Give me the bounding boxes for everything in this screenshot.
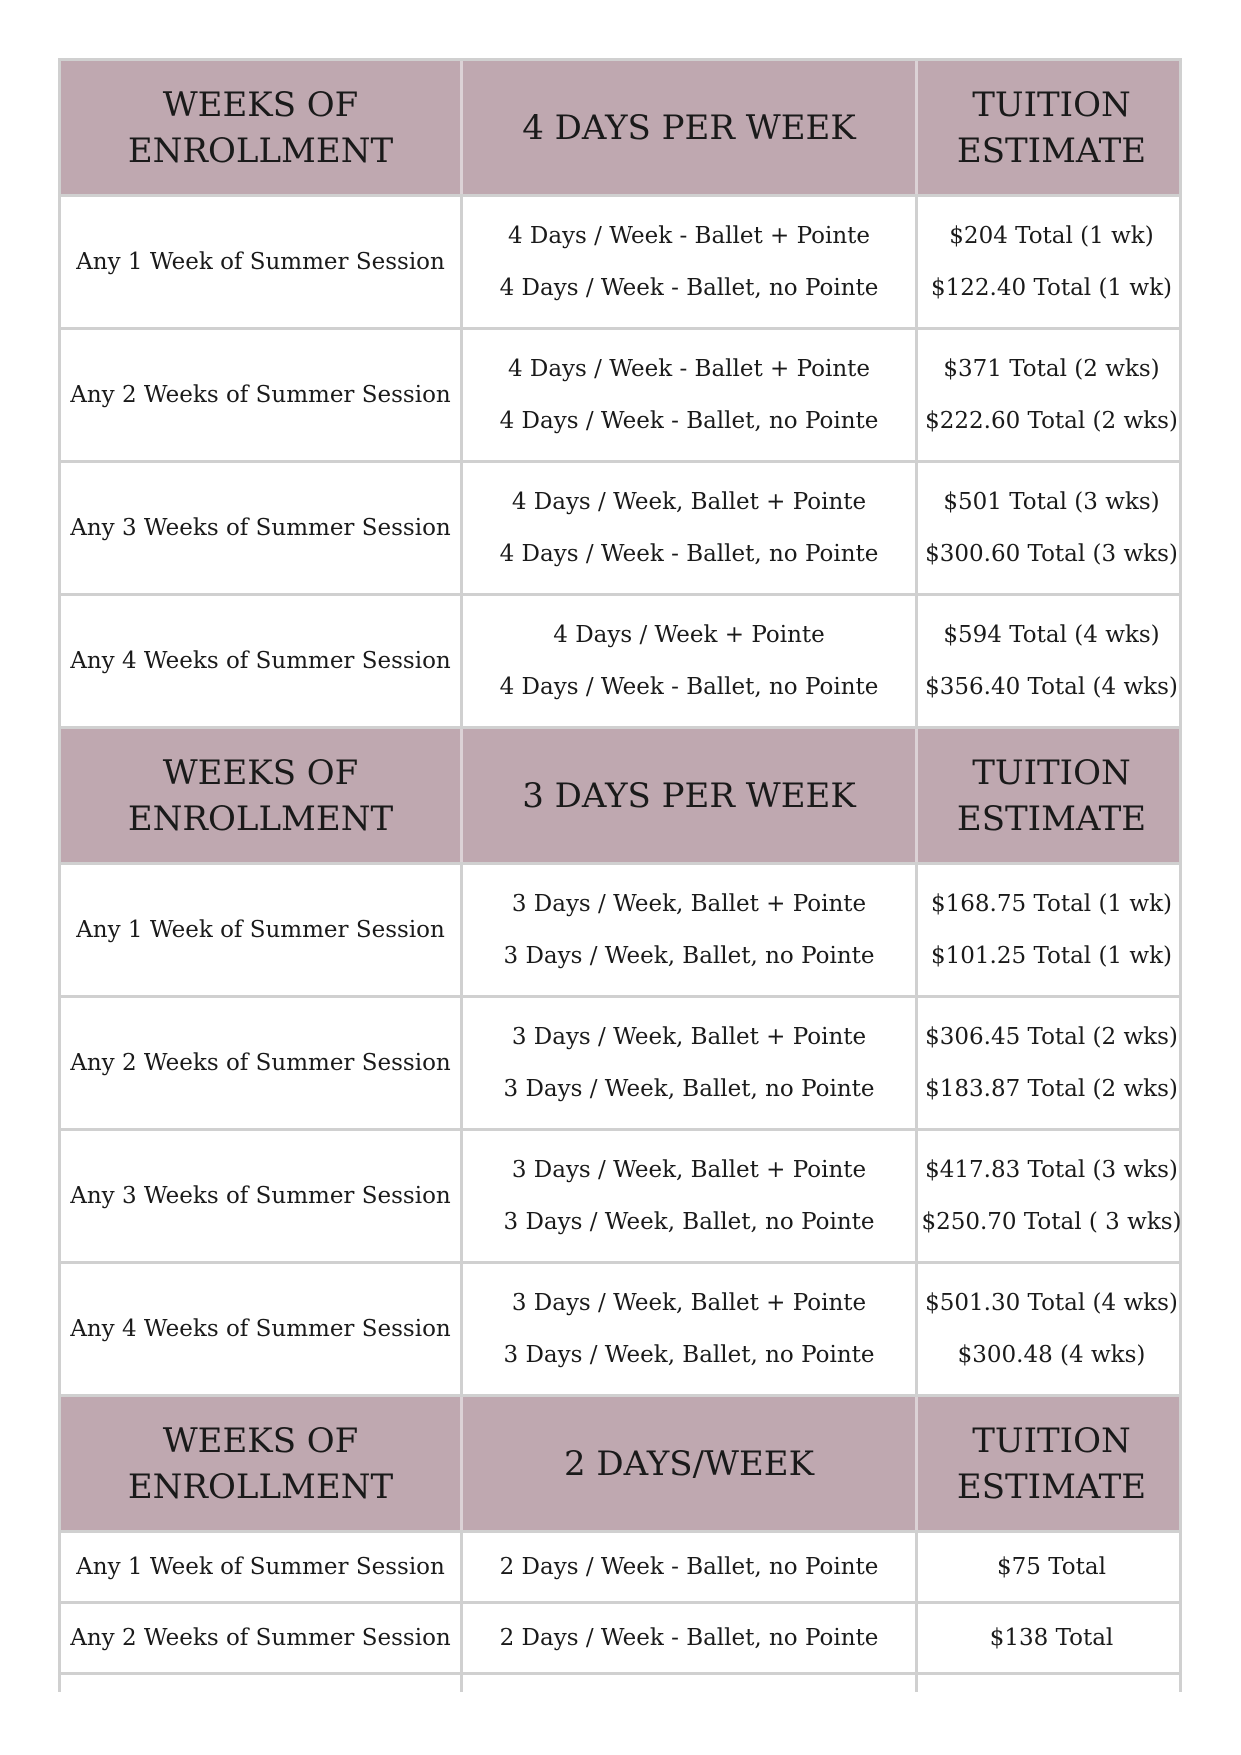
options-cell: 2 Days / Week - Ballet, no Pointe	[460, 1604, 915, 1672]
options-cell: 2 Days / Week - Ballet, no Pointe	[460, 1533, 915, 1601]
options-cell: 4 Days / Week - Ballet + Pointe 4 Days / Week - Ballet, no Pointe	[460, 197, 915, 327]
price-cell: $204 Total (1 wk) $122.40 Total (1 wk)	[915, 197, 1185, 327]
weeks-cell: Any 2 Weeks of Summer Session	[70, 1625, 451, 1651]
table-row	[61, 593, 1179, 726]
header-days: 3 DAYS PER WEEK	[460, 729, 915, 862]
options-cell: 4 Days / Week + Pointe 4 Days / Week - Ballet, no Pointe	[460, 596, 915, 726]
options-cell: 4 Days / Week - Ballet + Pointe 4 Days / Week - Ballet, no Pointe	[460, 330, 915, 460]
table-row	[61, 1128, 1182, 1261]
header-days: 4 DAYS PER WEEK	[460, 61, 915, 194]
weeks-cell: Any 2 Weeks of Summer Session	[70, 1050, 451, 1076]
table-row	[61, 1261, 1179, 1394]
header-tuition: TUITION ESTIMATE	[915, 61, 1185, 194]
options-cell: 4 Days / Week, Ballet + Pointe 4 Days / Week - Ballet, no Pointe	[460, 463, 915, 593]
header-weeks: WEEKS OF ENROLLMENT	[127, 84, 394, 171]
section-3-days	[58, 726, 1182, 1394]
price-cell: $501.30 Total (4 wks) $300.48 (4 wks)	[915, 1264, 1185, 1394]
table-row	[61, 995, 1179, 1128]
header-tuition: TUITION ESTIMATE	[915, 729, 1185, 862]
price-cell: $168.75 Total (1 wk) $101.25 Total (1 wk)	[915, 865, 1185, 995]
table-row	[61, 862, 1179, 995]
table-row-cut-off	[61, 1672, 1179, 1692]
header-row	[61, 58, 1179, 194]
weeks-cell: Any 3 Weeks of Summer Session	[70, 515, 451, 541]
header-weeks: WEEKS OF ENROLLMENT	[127, 752, 394, 839]
weeks-cell: Any 1 Week of Summer Session	[76, 249, 445, 275]
price-cell: $75 Total	[915, 1533, 1185, 1601]
price-cell: $306.45 Total (2 wks) $183.87 Total (2 wks)	[915, 998, 1185, 1128]
weeks-cell: Any 1 Week of Summer Session	[76, 1554, 445, 1580]
table-row	[61, 460, 1179, 593]
table-row	[61, 1601, 1179, 1672]
price-cell: $594 Total (4 wks) $356.40 Total (4 wks)	[915, 596, 1185, 726]
options-cell: 3 Days / Week, Ballet + Pointe 3 Days / Week, Ballet, no Pointe	[460, 1264, 915, 1394]
tuition-table	[58, 58, 1182, 1692]
table-row	[61, 1530, 1179, 1601]
weeks-cell: Any 3 Weeks of Summer Session	[70, 1183, 451, 1209]
price-cell: $371 Total (2 wks) $222.60 Total (2 wks)	[915, 330, 1185, 460]
price-cell: $138 Total	[915, 1604, 1185, 1672]
table-row	[61, 194, 1179, 327]
options-cell: 3 Days / Week, Ballet + Pointe 3 Days / Week, Ballet, no Pointe	[460, 865, 915, 995]
header-row	[61, 726, 1179, 862]
weeks-cell: Any 2 Weeks of Summer Session	[70, 382, 451, 408]
price-cell: $501 Total (3 wks) $300.60 Total (3 wks)	[915, 463, 1185, 593]
section-2-days	[58, 1394, 1182, 1692]
options-cell: 3 Days / Week, Ballet + Pointe 3 Days / Week, Ballet, no Pointe	[460, 1131, 915, 1261]
header-days: 2 DAYS/WEEK	[460, 1397, 915, 1530]
price-cell: $417.83 Total (3 wks) $250.70 Total ( 3 wks)	[915, 1131, 1185, 1261]
section-4-days	[58, 58, 1182, 726]
weeks-cell: Any 4 Weeks of Summer Session	[70, 1316, 451, 1342]
header-row	[61, 1394, 1179, 1530]
options-cell: 3 Days / Week, Ballet + Pointe 3 Days / Week, Ballet, no Pointe	[460, 998, 915, 1128]
weeks-cell: Any 1 Week of Summer Session	[76, 917, 445, 943]
header-weeks: WEEKS OF ENROLLMENT	[127, 1420, 394, 1507]
weeks-cell: Any 4 Weeks of Summer Session	[70, 648, 451, 674]
table-row	[61, 327, 1179, 460]
header-tuition: TUITION ESTIMATE	[915, 1397, 1185, 1530]
